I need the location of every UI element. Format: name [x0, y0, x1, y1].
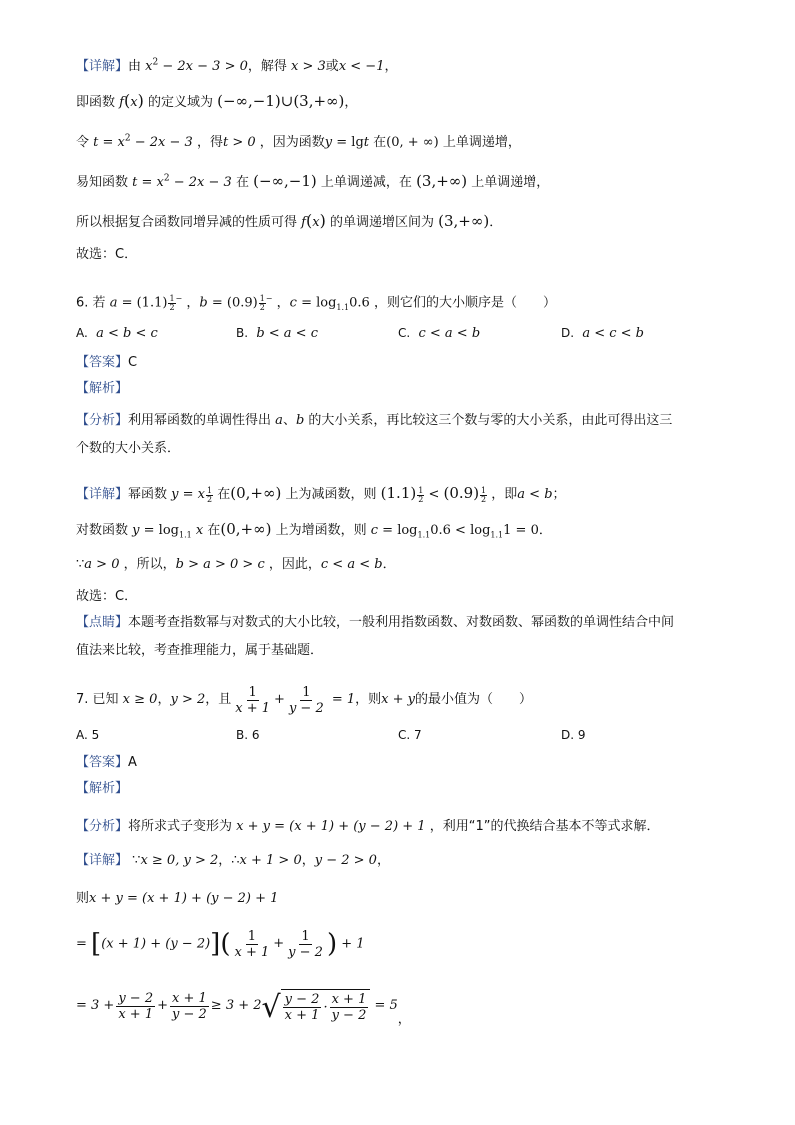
- p5-choose: 故选：C．: [76, 247, 138, 262]
- detail-label: 【详解】: [76, 59, 129, 74]
- q7-options: [76, 726, 735, 746]
- q6-comment-2: 值法来比较，考查推理能力，属于基础题．: [76, 643, 324, 658]
- q6-detail-2: 对数函数 $y = \log_{1.1} x$ 在(0,+∞) 上为增函数，则 $c = \log_{1.1}0.6 < \log_{1.1}1 = 0$．: [76, 520, 552, 540]
- q7-option-b: B. 6: [236, 728, 260, 742]
- q6-answer: 【答案】C: [76, 355, 138, 370]
- q6-option-d: D. a < c < b: [561, 326, 644, 341]
- q7-stem: 7. 已知 x ≥ 0 ， y > 2 ，且 $\frac{1}{x + 1}$ + $\frac{1}{y - 2}$ = 1 ，则 x + y 的最小值为（ ）: [76, 684, 533, 716]
- p5-line-2: 即函数 f(x) 的定义域为 (−∞,−1)∪(3,+∞)，: [76, 91, 358, 110]
- q6-analysis-2: 个数的大小关系．: [76, 441, 181, 456]
- q6-choose: 故选：C．: [76, 589, 138, 604]
- q7-analysis: 【分析】将所求式子变形为 x + y = (x + 1) + (y − 2) + 1 ，利用“1”的代换结合基本不等式求解．: [76, 819, 660, 834]
- q7-option-c: C. 7: [398, 728, 422, 742]
- q6-detail-1: 【详解】幂函数 y = x $\frac{1}{2}$ 在(0,+∞) 上为减函数，则 (1.1) $\frac{1}{2}$ < (0.9) $\frac{1}{2}$ ，即a < b；: [76, 484, 566, 504]
- q6-option-b: B. b < a < c: [236, 326, 318, 341]
- q7-option-a: A. 5: [76, 728, 100, 742]
- p5-line-4: 易知函数 $t = x^2 - 2x - 3$ 在 (−∞,−1) 上单调递减，在 (3,+∞) 上单调递增，: [76, 172, 550, 190]
- q7-detail-1: 【详解】 ∵x ≥ 0, y > 2，∴x + 1 > 0，y − 2 > 0，: [76, 853, 390, 868]
- q7-solution-label: 【解析】: [76, 781, 129, 796]
- p5-line-5: 所以根据复合函数同增异减的性质可得 f(x) 的单调递增区间为 (3,+∞)．: [76, 211, 503, 230]
- q6-solution-label: 【解析】: [76, 381, 129, 396]
- p5-line-3: 令 $t = x^2 - 2x - 3$ ，得t > 0 ，因为函数y = lgt 在(0, + ∞) 上单调递增，: [76, 133, 521, 150]
- q7-detail-3: = [(x + 1) + (y − 2)]( $\frac{1}{x + 1}$ + $\frac{1}{y - 2}$ ) + 1: [76, 928, 365, 960]
- q6-option-a: A. a < b < c: [76, 326, 158, 341]
- q6-stem: 6. 若 a = (1.1) $\frac{1}{2}$ − ，b = (0.9) $\frac{1}{2}$ − ，$c = \log_{1.1}0.6$ ，则它们的大小顺序是（ ）: [76, 294, 556, 312]
- q6-detail-3: ∵a > 0 ，所以，b > a > 0 > c ，因此，c < a < b．: [76, 557, 396, 572]
- q6-option-c: C. c < a < b: [398, 326, 481, 341]
- q6-comment-1: 【点睛】本题考查指数幂与对数式的大小比较，一般利用指数函数、对数函数、幂函数的单调性结合中间: [76, 615, 675, 630]
- q7-detail-4: = 3 + $\frac{y - 2}{x + 1}$ + $\frac{x + 1}{y - 2}$ ≥ 3 + 2 √ $\frac{y - 2}{x + 1}$ · $\frac{x + 1}{y - 2}$ = 5 ，: [76, 990, 411, 1027]
- p5-line-1: 【详解】由 $x^2 - 2x - 3 > 0$，解得 x > 3或x < −1，: [76, 57, 398, 74]
- q7-option-d: D. 9: [561, 728, 586, 742]
- q6-options: [76, 324, 735, 344]
- q7-answer: 【答案】A: [76, 755, 137, 770]
- q6-analysis-1: 【分析】利用幂函数的单调性得出 a、b 的大小关系，再比较这三个数与零的大小关系，由此可得出这三: [76, 413, 673, 428]
- q7-detail-2: 则x + y = (x + 1) + (y − 2) + 1: [76, 891, 279, 906]
